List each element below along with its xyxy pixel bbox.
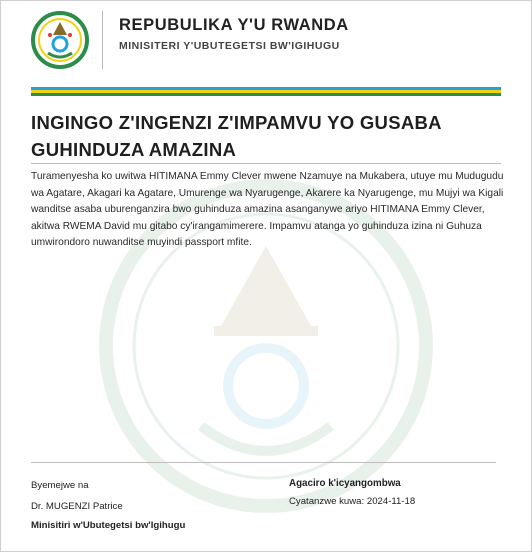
created-label: Cyatanzwe kuwa: bbox=[289, 496, 365, 507]
created-date-line bbox=[289, 496, 415, 507]
created-date: 2024-11-18 bbox=[366, 496, 416, 507]
document-body: Turamenyesha ko uwitwa HITIMANA Emmy Clever mwene Nzamuye na Mukabera, utuye mu Mudugudu wa Agatare, Akagari ka Agatare, Umurenge wa Nyarugenge, Akarere ka Nyarugenge, mu Mujyi wa Kigali wanditse asaba uburenganzira bwo guhinduza amazina asanganywe ariyo HITIMANA Emmy Clever, akitwa RWEMA David mu gitabo cy'irangamimerere. Impamvu atanga yo guhinduza izina ni Guhuza umwirondoro nuwanditse muyindi passport mfite. bbox=[31, 171, 504, 249]
ministry-name: MINISITERI Y'UBUTEGETSI BW'IGIHUGU bbox=[119, 40, 340, 52]
header-divider bbox=[102, 11, 103, 69]
approved-by-label: Byemejwe na bbox=[31, 480, 89, 491]
validity-label: Agaciro k'icyangombwa bbox=[289, 478, 401, 489]
footer-divider bbox=[31, 462, 496, 463]
document-title: INGINGO Z'INGENZI Z'IMPAMVU YO GUSABA GUHINDUZA AMAZINA bbox=[31, 112, 442, 160]
flag-stripe-green bbox=[31, 93, 501, 96]
approver-title: Minisitiri w'Ubutegetsi bw'Igihugu bbox=[31, 520, 186, 531]
rwanda-coat-of-arms-icon bbox=[31, 11, 89, 69]
approver-name: Dr. MUGENZI Patrice bbox=[31, 501, 123, 512]
letterhead bbox=[1, 1, 531, 87]
flag-stripes bbox=[31, 87, 501, 96]
republic-title: REPUBULIKA Y'U RWANDA bbox=[119, 16, 349, 34]
title-divider bbox=[31, 163, 501, 164]
